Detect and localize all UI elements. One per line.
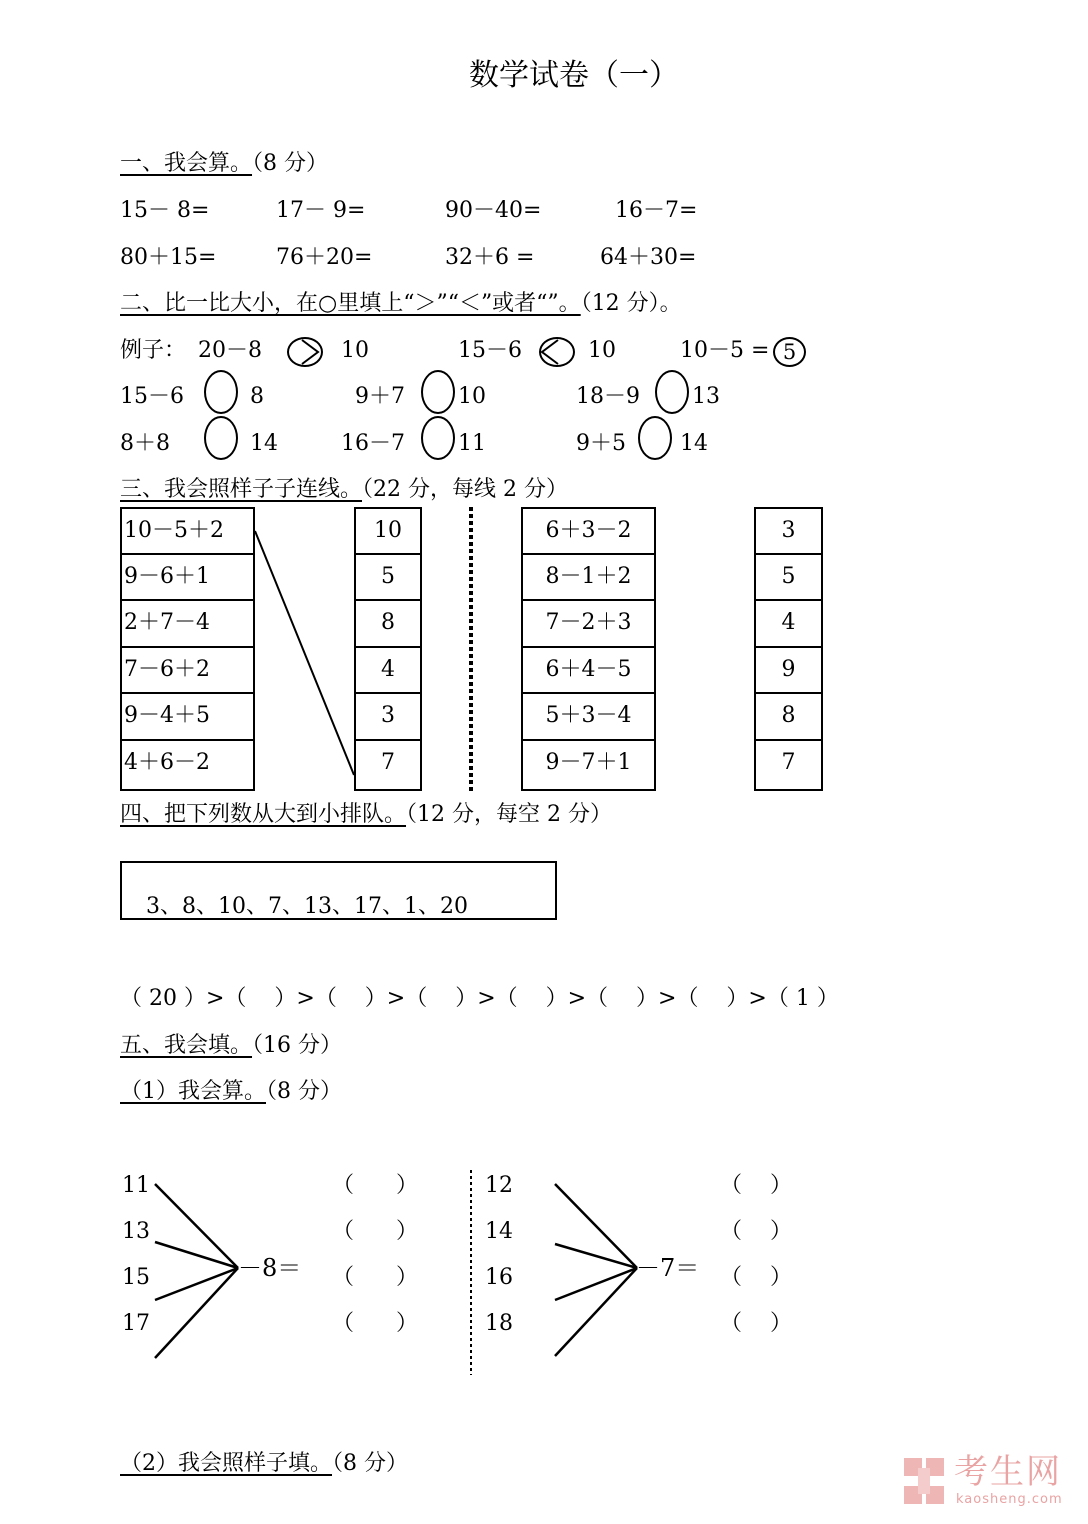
compare-left: 15－6 (120, 384, 184, 409)
fan-right-num: 12 (485, 1173, 513, 1198)
section4-score: （12 分，每空 2 分） (406, 802, 612, 827)
fan-left-num: 17 (122, 1311, 150, 1336)
compare-right: 13 (692, 384, 720, 409)
compare-left: 18－9 (576, 384, 640, 409)
right-expr-cell[interactable]: 7－2＋3 (521, 599, 656, 648)
fan-line (555, 1268, 637, 1300)
sub2-title (120, 1450, 408, 1478)
compare-left: 16－7 (341, 431, 405, 456)
fan-right-operator: －7＝ (636, 1254, 700, 1282)
fan-left-blank[interactable]: （ ） (332, 1173, 418, 1198)
example-answer-circle: 5 (773, 337, 806, 367)
compare-left: 9＋5 (576, 431, 626, 456)
section4-heading: 四、把下列数从大到小排队。 (120, 802, 407, 827)
right-num-cell[interactable]: 5 (754, 553, 823, 601)
section3-score: （22 分，每线 2 分） (362, 477, 568, 502)
right-expr-cell[interactable]: 8－1＋2 (521, 553, 656, 601)
example-right: 10 (588, 338, 616, 363)
sub2-score: （8 分） (332, 1451, 408, 1476)
left-num-cell[interactable]: 4 (354, 646, 422, 694)
left-expr-cell[interactable]: 9－6＋1 (120, 553, 255, 601)
calc-item: 16－7= (615, 198, 698, 223)
calc-item: 80＋15= (120, 245, 217, 270)
fan-line (155, 1268, 238, 1300)
left-num-cell[interactable]: 7 (354, 739, 422, 791)
fan-right-blank[interactable]: （ ） (720, 1311, 792, 1336)
fan-right-blank[interactable]: （ ） (720, 1219, 792, 1244)
left-expr-cell[interactable]: 9－4＋5 (120, 692, 255, 741)
page-title: 数学试卷（一） (469, 58, 679, 93)
example-left: 15－6 (458, 338, 522, 363)
fan-line (555, 1268, 637, 1356)
compare-right: 10 (458, 384, 486, 409)
fan-left-blank[interactable]: （ ） (332, 1219, 418, 1244)
fan-right-num: 16 (485, 1265, 513, 1290)
example-label: 例子： (120, 338, 187, 363)
sub1-heading: （1）我会算。 (120, 1079, 266, 1104)
section1-score: （8 分） (252, 151, 329, 176)
fan-right-num: 18 (485, 1311, 513, 1336)
example-left: 10－5 = (680, 338, 770, 363)
right-num-cell[interactable]: 3 (754, 507, 823, 555)
example-right: 10 (341, 338, 369, 363)
calc-item: 76＋20= (276, 245, 373, 270)
left-num-cell[interactable]: 8 (354, 599, 422, 648)
calc-item: 17－ 9= (276, 198, 366, 223)
section3-heading: 三、我会照样子子连线。 (120, 477, 363, 502)
order-answer-line[interactable]: （ 20 ）>（ ）>（ ）>（ ）>（ ）>（ ）>（ ）>（ 1 ） (120, 986, 839, 1011)
watermark-cn: 考生网 (954, 1452, 1062, 1492)
section2-heading: 二、比一比大小，在○里填上“＞”“＜”或者“”。 (120, 291, 581, 316)
fan-left-num: 13 (122, 1219, 150, 1244)
fan-right-blank[interactable]: （ ） (720, 1173, 792, 1198)
section2-score: （12 分）。 (580, 291, 682, 316)
fan-left-blank[interactable]: （ ） (332, 1265, 418, 1290)
right-expr-cell[interactable]: 5＋3－4 (521, 692, 656, 741)
left-num-cell[interactable]: 10 (354, 507, 422, 555)
left-expr-cell[interactable]: 7－6＋2 (120, 646, 255, 694)
calc-item: 15－ 8= (120, 198, 210, 223)
fan-left-num: 15 (122, 1265, 150, 1290)
right-num-cell[interactable]: 4 (754, 599, 823, 648)
compare-left: 9＋7 (355, 384, 405, 409)
right-num-cell[interactable]: 7 (754, 739, 823, 791)
numbers-list: 3、8、10、7、13、17、1、20 (146, 894, 468, 919)
watermark (900, 1452, 1075, 1512)
fan-left-operator: －8＝ (238, 1254, 302, 1282)
compare-right: 14 (250, 431, 278, 456)
fan-right-blank[interactable]: （ ） (720, 1265, 792, 1290)
right-num-cell[interactable]: 9 (754, 646, 823, 694)
right-expr-cell[interactable]: 6＋4－5 (521, 646, 656, 694)
left-expr-cell[interactable]: 4＋6－2 (120, 739, 255, 791)
fan-left-num: 11 (122, 1173, 150, 1198)
left-num-cell[interactable]: 3 (354, 692, 422, 741)
section5-score: （16 分） (252, 1033, 343, 1058)
sub2-heading: （2）我会照样子填。 (120, 1451, 332, 1476)
fan-line (155, 1268, 238, 1358)
right-expr-cell[interactable]: 6＋3－2 (521, 507, 656, 555)
left-expr-cell[interactable]: 10－5＋2 (120, 507, 255, 555)
watermark-logo-icon (900, 1454, 950, 1509)
calc-item: 64＋30= (600, 245, 697, 270)
left-expr-cell[interactable]: 2＋7－4 (120, 599, 255, 648)
example-left: 20－8 (198, 338, 262, 363)
compare-left: 8＋8 (120, 431, 170, 456)
fan-right-num: 14 (485, 1219, 513, 1244)
compare-right: 11 (458, 431, 486, 456)
calc-item: 90－40= (445, 198, 542, 223)
right-expr-cell[interactable]: 9－7＋1 (521, 739, 656, 791)
watermark-en: kaosheng.com (956, 1492, 1063, 1507)
left-num-cell[interactable]: 5 (354, 553, 422, 601)
compare-right: 8 (250, 384, 264, 409)
section1-heading: 一、我会算。 (120, 151, 253, 176)
calc-item: 32＋6 = (445, 245, 535, 270)
right-num-cell[interactable]: 8 (754, 692, 823, 741)
section5-heading: 五、我会填。 (120, 1033, 253, 1058)
sub1-score: （8 分） (266, 1079, 342, 1104)
compare-right: 14 (680, 431, 708, 456)
fan-left-blank[interactable]: （ ） (332, 1311, 418, 1336)
